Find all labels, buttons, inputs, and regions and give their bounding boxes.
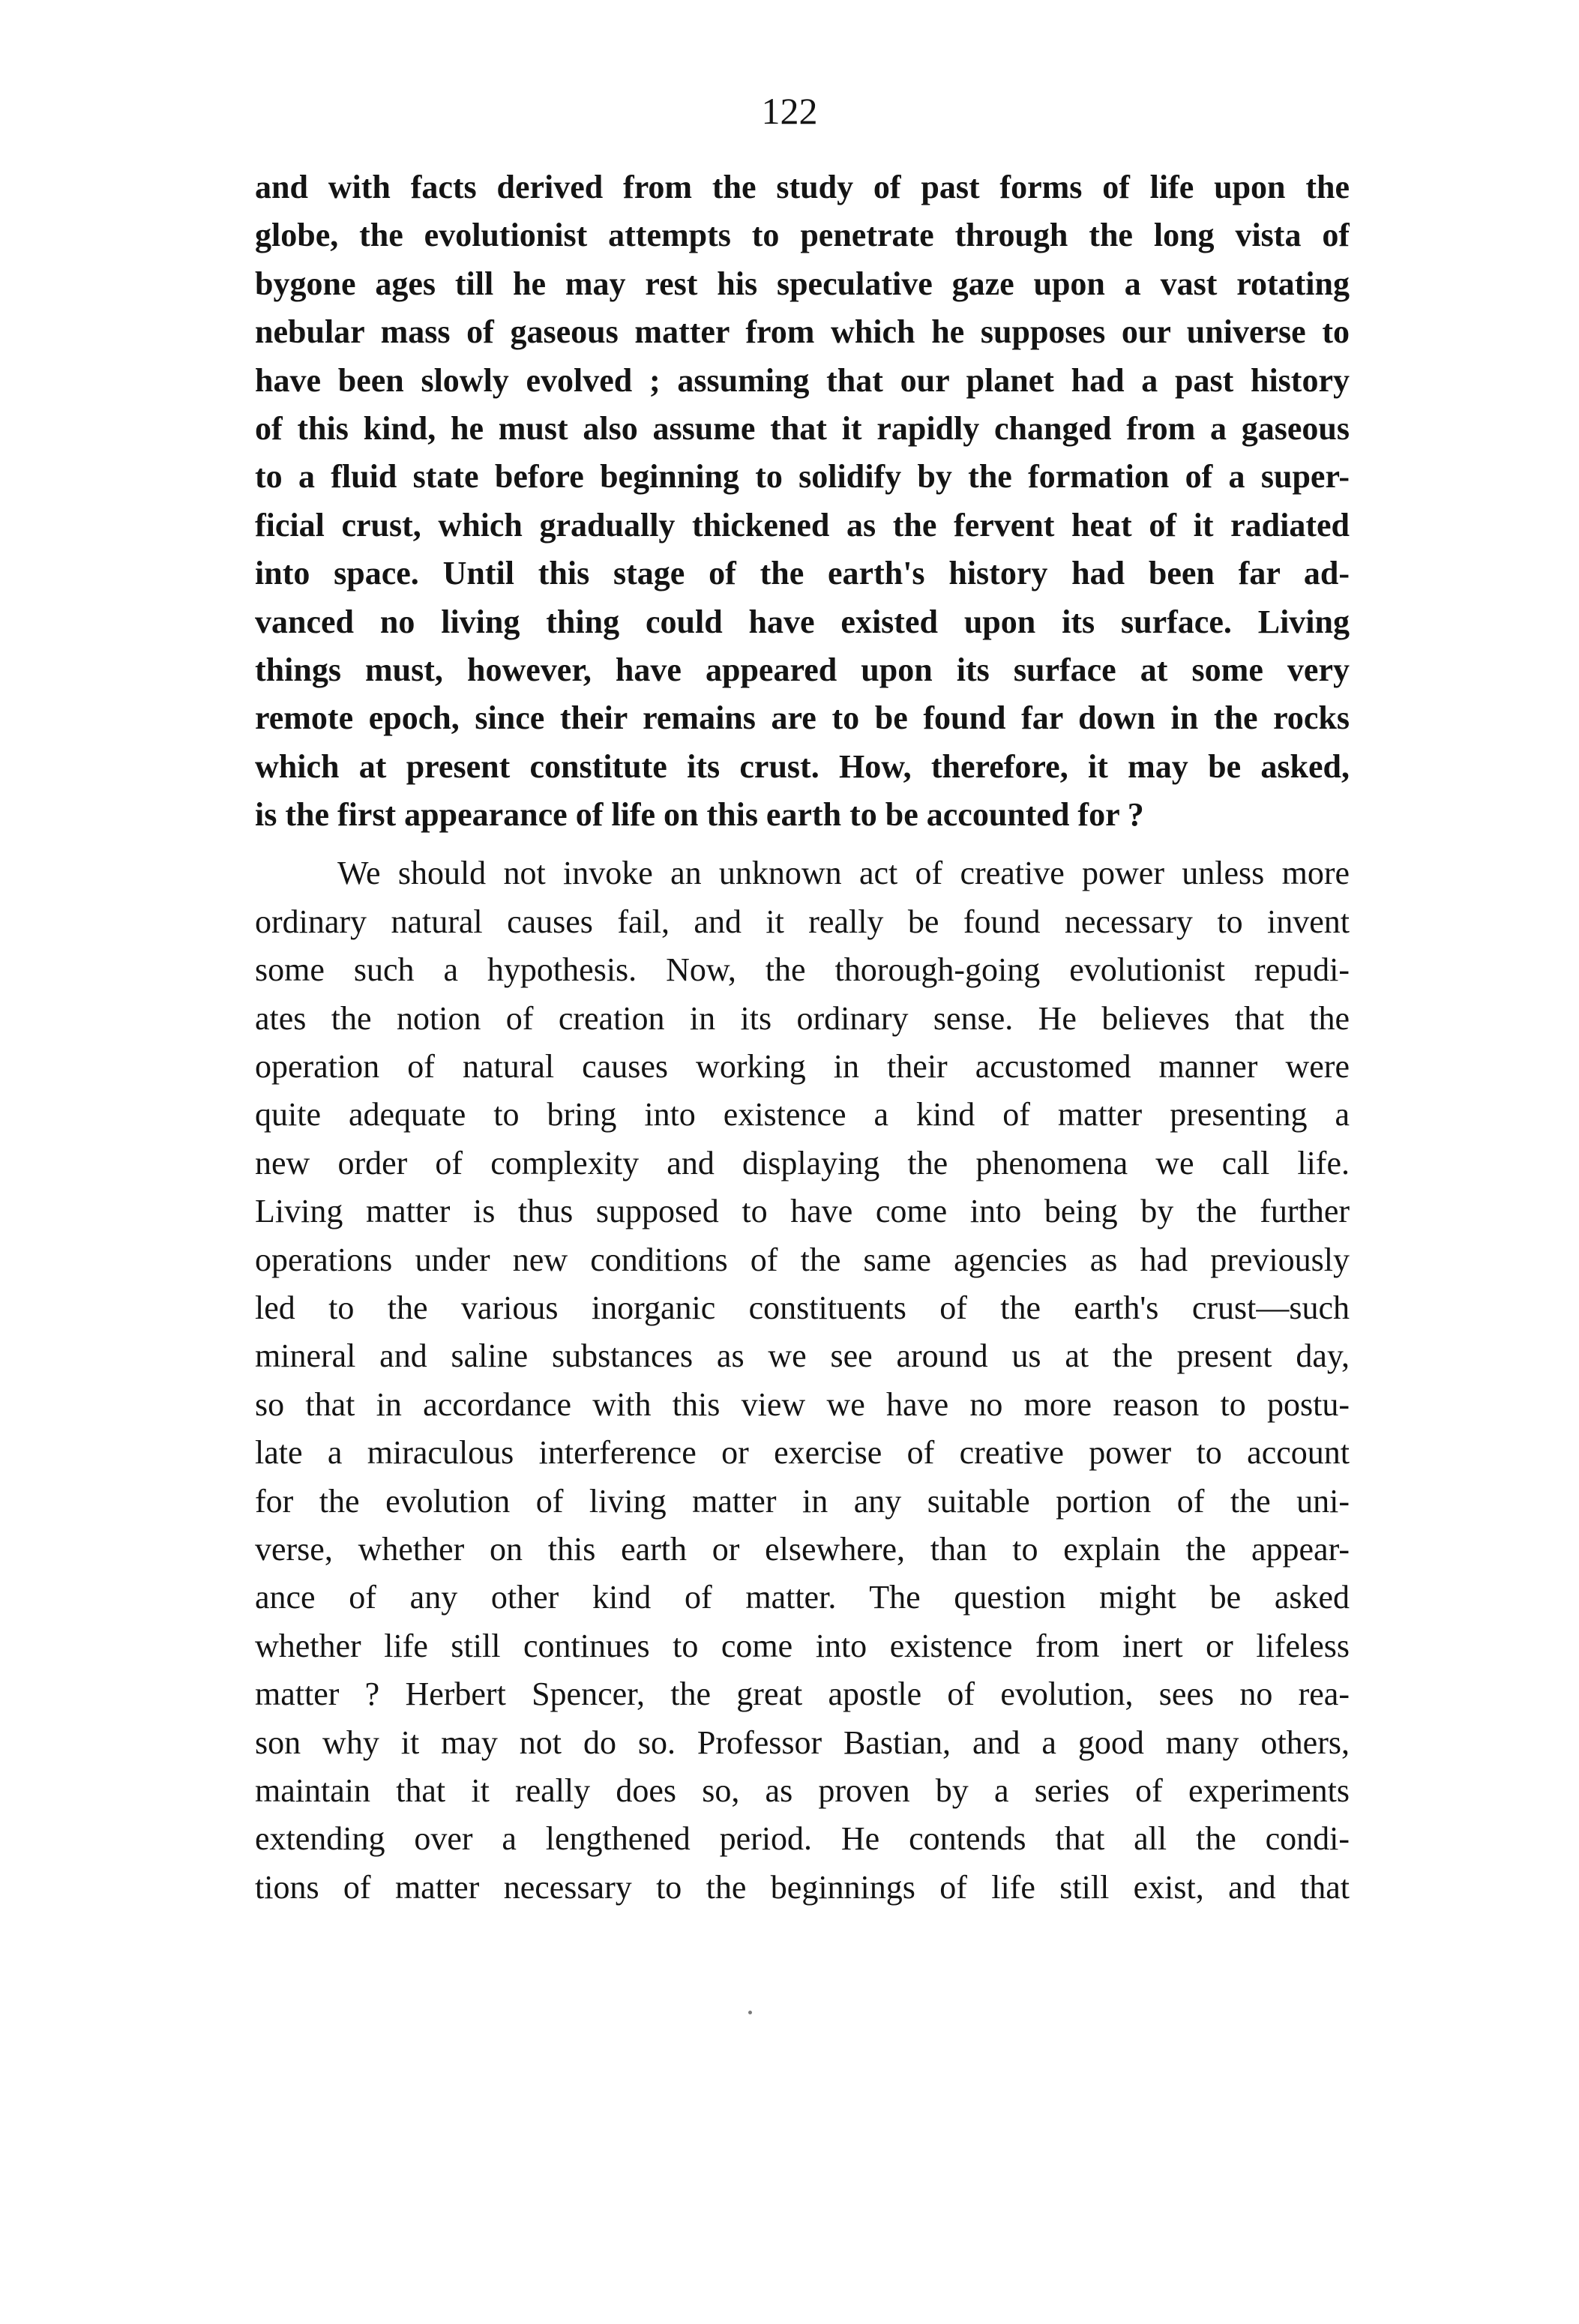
text-line: some such a hypothesis. Now, the thorough-going evolutionist repudi- — [255, 951, 1350, 989]
text-line: ordinary natural causes fail, and it really be found necessary to invent — [255, 903, 1350, 940]
text-line: things must, however, have appeared upon its surface at some very — [255, 651, 1350, 688]
text-line: operations under new conditions of the same agencies as had previously — [255, 1241, 1350, 1278]
text-line: bygone ages till he may rest his speculative gaze upon a vast rotating — [255, 265, 1350, 302]
text-line: whether life still continues to come into existence from inert or lifeless — [255, 1627, 1350, 1664]
text-line: matter ? Herbert Spencer, the great apostle of evolution, sees no rea- — [255, 1676, 1350, 1713]
text-line: verse, whether on this earth or elsewhere, than to explain the appear- — [255, 1530, 1350, 1568]
text-line: new order of complexity and displaying the phenomena we call life. — [255, 1144, 1350, 1181]
text-line: son why it may not do so. Professor Bastian, and a good many others, — [255, 1724, 1350, 1761]
page-number: 122 — [761, 90, 818, 132]
paragraph-gap — [255, 839, 1350, 849]
text-line: Living matter is thus supposed to have come into being by the further — [255, 1193, 1350, 1230]
text-line: remote epoch, since their remains are to be found far down in the rocks — [255, 699, 1350, 737]
body-text — [255, 163, 1350, 1912]
text-line: ance of any other kind of matter. The question might be asked — [255, 1579, 1350, 1616]
text-line: which at present constitute its crust. How, therefore, it may be asked, — [255, 747, 1350, 785]
text-line: ficial crust, which gradually thickened as the fervent heat of it radiated — [255, 506, 1350, 544]
text-line: have been slowly evolved ; assuming that our planet had a past history — [255, 361, 1350, 399]
text-line: and with facts derived from the study of past forms of life upon the — [255, 169, 1350, 205]
paragraph-1 — [255, 163, 1350, 839]
text-line: ates the notion of creation in its ordinary sense. He believes that the — [255, 999, 1350, 1037]
text-line: into space. Until this stage of the earth's history had been far ad- — [255, 555, 1350, 592]
text-line: late a miraculous interference or exercise of creative power to account — [255, 1434, 1350, 1472]
text-line: operation of natural causes working in their accustomed manner were — [255, 1048, 1350, 1086]
text-line: mineral and saline substances as we see around us at the present day, — [255, 1337, 1350, 1375]
text-line: for the evolution of living matter in any suitable portion of the uni- — [255, 1482, 1350, 1520]
text-line: tions of matter necessary to the beginnings of life still exist, and that — [255, 1868, 1350, 1906]
paragraph-2 — [255, 849, 1350, 1912]
text-line: led to the various inorganic constituents of the earth's crust—such — [255, 1289, 1350, 1326]
text-line: maintain that it really does so, as proven by a series of experiments — [255, 1771, 1350, 1809]
text-line: nebular mass of gaseous matter from which he supposes our universe to — [255, 313, 1350, 351]
text-line: is the first appearance of life on this earth to be accounted for ? — [255, 796, 1144, 834]
text-line: globe, the evolutionist attempts to penetrate through the long vista of — [255, 217, 1350, 254]
text-line: to a fluid state before beginning to solidify by the formation of a super- — [255, 458, 1350, 496]
text-line: of this kind, he must also assume that it rapidly changed from a gaseous — [255, 409, 1350, 447]
print-speck — [748, 2011, 752, 2014]
text-line: extending over a lengthened period. He contends that all the condi- — [255, 1820, 1350, 1858]
text-line: vanced no living thing could have existed upon its surface. Living — [255, 603, 1350, 640]
text-line: We should not invoke an unknown act of creative power unless more — [337, 855, 1350, 892]
text-line: so that in accordance with this view we have no more reason to postu- — [255, 1385, 1350, 1423]
text-line: quite adequate to bring into existence a kind of matter presenting a — [255, 1096, 1350, 1134]
